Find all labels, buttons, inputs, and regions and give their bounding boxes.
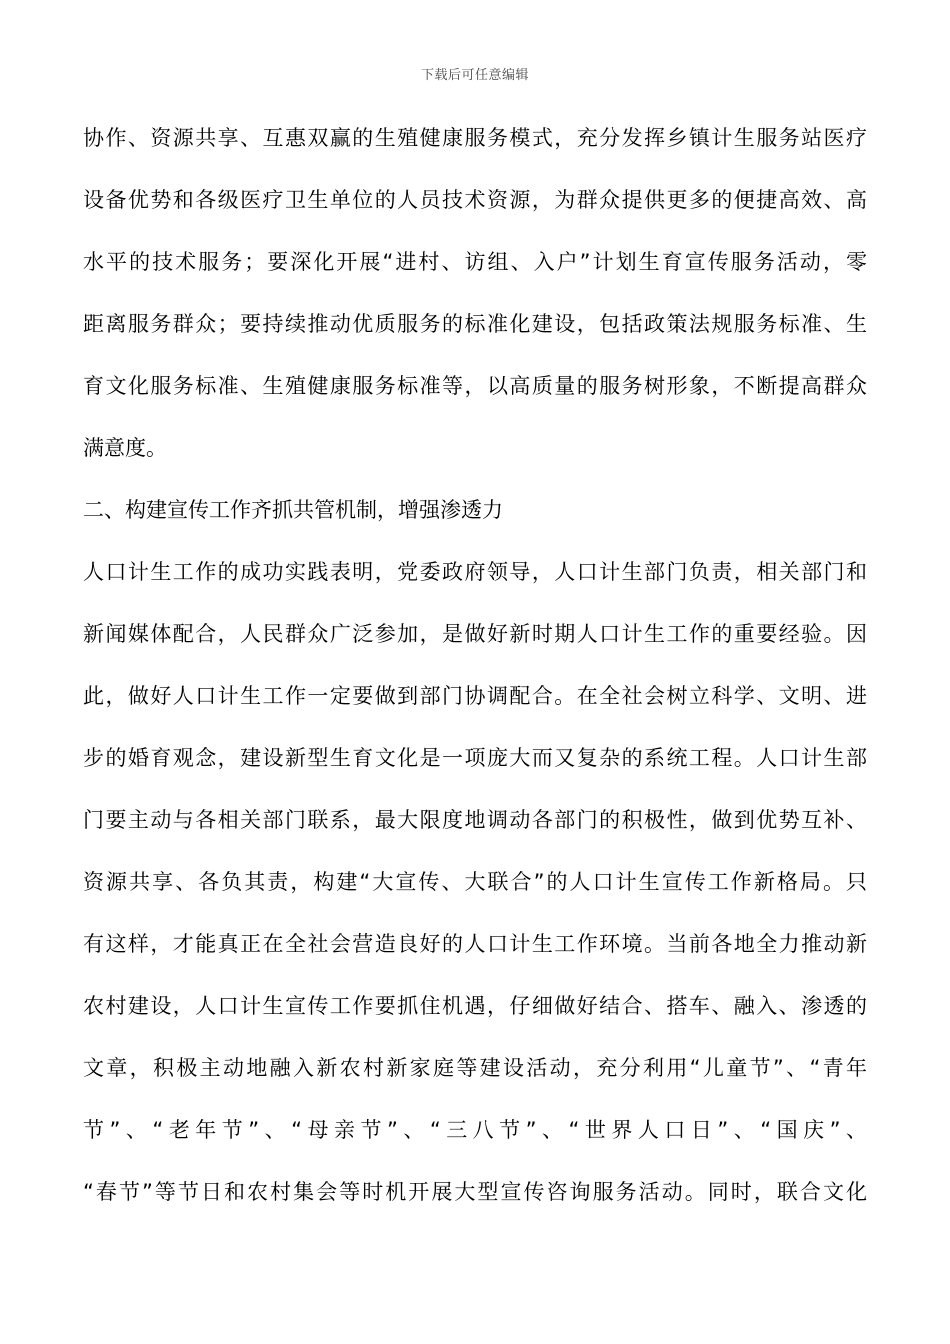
text-line: 协作、资源共享、互惠双赢的生殖健康服务模式，充分发挥乡镇计生服务站医疗 (83, 126, 867, 150)
page-header: 下载后可任意编辑 (420, 68, 529, 83)
text-line: 距离服务群众；要持续推动优质服务的标准化建设，包括政策法规服务标准、生 (83, 312, 867, 336)
text-line: “春节”等节日和农村集会等时机开展大型宣传咨询服务活动。同时，联合文化 (83, 1180, 867, 1204)
text-line: 有这样，才能真正在全社会营造良好的人口计生工作环境。当前各地全力推动新 (83, 932, 867, 956)
text-line: 农村建设，人口计生宣传工作要抓住机遇，仔细做好结合、搭车、融入、渗透的 (83, 994, 867, 1018)
text-line: 门要主动与各相关部门联系，最大限度地调动各部门的积极性，做到优势互补、 (83, 808, 867, 832)
document-body (83, 107, 867, 1223)
text-line: 资源共享、各负其责，构建“大宣传、大联合”的人口计生宣传工作新格局。只 (83, 870, 867, 894)
text-line: 文章，积极主动地融入新农村新家庭等建设活动，充分利用“儿童节”、“青年 (83, 1056, 867, 1080)
text-line: 育文化服务标准、生殖健康服务标准等，以高质量的服务树形象，不断提高群众 (83, 374, 867, 398)
text-line: 步的婚育观念，建设新型生育文化是一项庞大而又复杂的系统工程。人口计生部 (83, 746, 867, 770)
section-heading: 二、构建宣传工作齐抓共管机制，增强渗透力 (83, 498, 503, 522)
text-line: 新闻媒体配合，人民群众广泛参加，是做好新时期人口计生工作的重要经验。因 (83, 622, 867, 646)
text-line: 水平的技术服务；要深化开展“进村、访组、入户”计划生育宣传服务活动，零 (83, 250, 867, 274)
text-line: 人口计生工作的成功实践表明，党委政府领导，人口计生部门负责，相关部门和 (83, 560, 867, 584)
text-line: 节”、“老年节”、“母亲节”、“三八节”、“世界人口日”、“国庆”、 (83, 1118, 867, 1142)
text-line: 此，做好人口计生工作一定要做到部门协调配合。在全社会树立科学、文明、进 (83, 684, 867, 708)
text-line: 设备优势和各级医疗卫生单位的人员技术资源，为群众提供更多的便捷高效、高 (83, 188, 867, 212)
text-line: 满意度。 (83, 436, 167, 460)
